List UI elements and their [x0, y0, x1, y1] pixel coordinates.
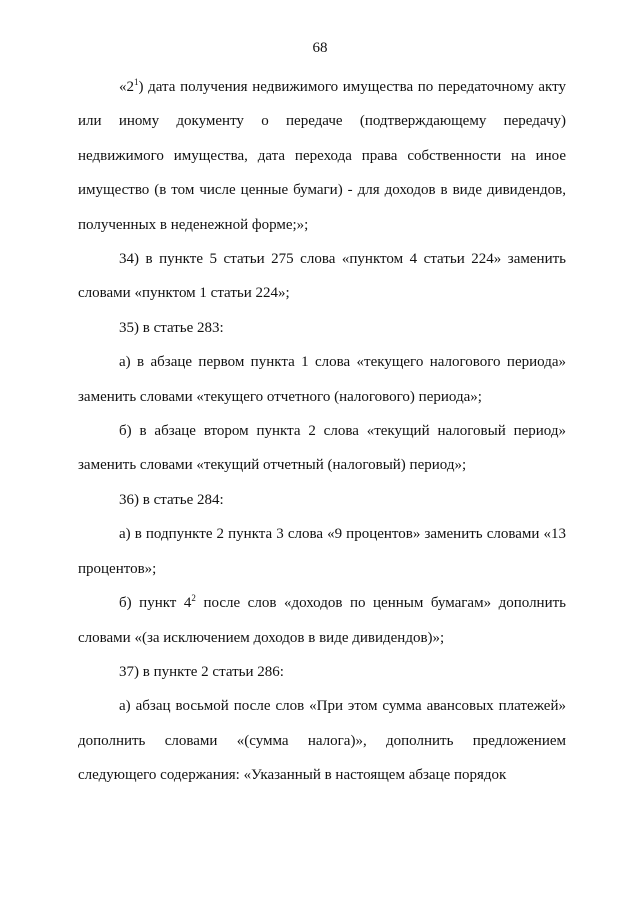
paragraph-item-35a: а) в абзаце первом пункта 1 слова «текущего налогового периода» заменить словами «текущего отчетного (налогового) периода»;	[78, 354, 566, 405]
paragraph-item-35b: б) в абзаце втором пункта 2 слова «текущий налоговый период» заменить словами «текущий отчетный (налоговый) период»;	[78, 423, 566, 474]
superscript: 1	[134, 77, 139, 87]
paragraph-item-36a: а) в подпункте 2 пункта 3 слова «9 процентов» заменить словами «13 процентов»;	[78, 526, 566, 577]
paragraph-item-35: 35) в статье 283:	[119, 319, 224, 336]
paragraph-text: б) пункт 4	[119, 595, 192, 612]
page-number: 68	[312, 40, 328, 56]
paragraph-item-34: 34) в пункте 5 статьи 275 слова «пунктом 4 статьи 224» заменить словами «пунктом 1 статьи 224»;	[78, 251, 566, 302]
paragraph-text: «2	[119, 79, 134, 95]
paragraph-text: после слов «доходов по ценным бумагам» дополнить словами «(за исключением доходов в виде дивидендов)»;	[78, 595, 567, 646]
paragraph-item-37: 37) в пункте 2 статьи 286:	[119, 663, 284, 680]
paragraph-item-37a: а) абзац восьмой после слов «При этом сумма авансовых платежей» дополнить словами «(сумма налога)», дополнить предложением следующего содержания: «Указанный в настоящем абзаце порядок	[78, 698, 566, 784]
paragraph-item-36: 36) в статье 284:	[119, 491, 224, 508]
paragraph-text: ) дата получения недвижимого имущества по передаточному акту или иному документу о передаче (подтверждающему передачу) недвижимого имущества, дата перехода права собственности на иное имущество (в том числе ценные бумаги) - для доходов в виде дивидендов, полученных в неденежной форме;»;	[78, 79, 566, 233]
paragraph-2-1-date	[78, 70, 566, 242]
superscript: 2	[191, 593, 196, 604]
document-body	[78, 70, 566, 793]
paragraph-item-36b	[78, 586, 566, 655]
